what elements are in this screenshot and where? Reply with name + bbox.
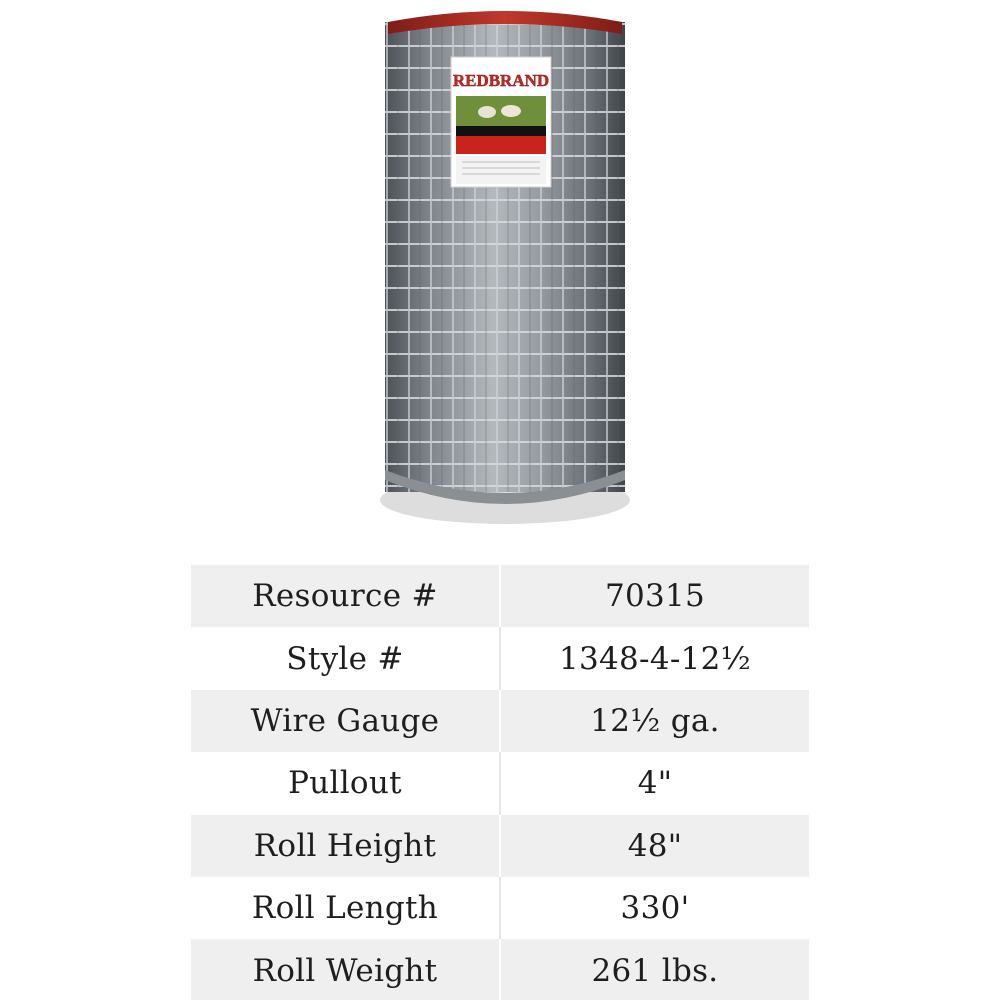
spec-value-roll-weight: 261 lbs.	[500, 939, 809, 1000]
spec-value-pullout: 4"	[500, 752, 809, 814]
spec-value-wire-gauge: 12½ ga.	[500, 690, 809, 752]
fence-roll-image	[360, 0, 650, 545]
spec-value-roll-length: 330'	[500, 877, 809, 939]
spec-label-pullout: Pullout	[191, 752, 500, 814]
spec-value-style: 1348-4-12½	[500, 627, 809, 689]
table-row	[191, 752, 809, 814]
brand-label	[451, 57, 551, 187]
spec-value-resource: 70315	[500, 565, 809, 627]
spec-label-style: Style #	[191, 627, 500, 689]
table-row	[191, 690, 809, 752]
table-row	[191, 877, 809, 939]
spec-label-roll-length: Roll Length	[191, 877, 500, 939]
spec-label-roll-height: Roll Height	[191, 815, 500, 877]
spec-label-resource: Resource #	[191, 565, 500, 627]
spec-value-roll-height: 48"	[500, 815, 809, 877]
brand-logo-text: REDBRAND	[452, 71, 550, 90]
table-row	[191, 815, 809, 877]
table-row	[191, 627, 809, 689]
table-row	[191, 939, 809, 1000]
table-row	[191, 565, 809, 627]
spec-table	[191, 565, 809, 1000]
spec-label-roll-weight: Roll Weight	[191, 939, 500, 1000]
spec-label-wire-gauge: Wire Gauge	[191, 690, 500, 752]
